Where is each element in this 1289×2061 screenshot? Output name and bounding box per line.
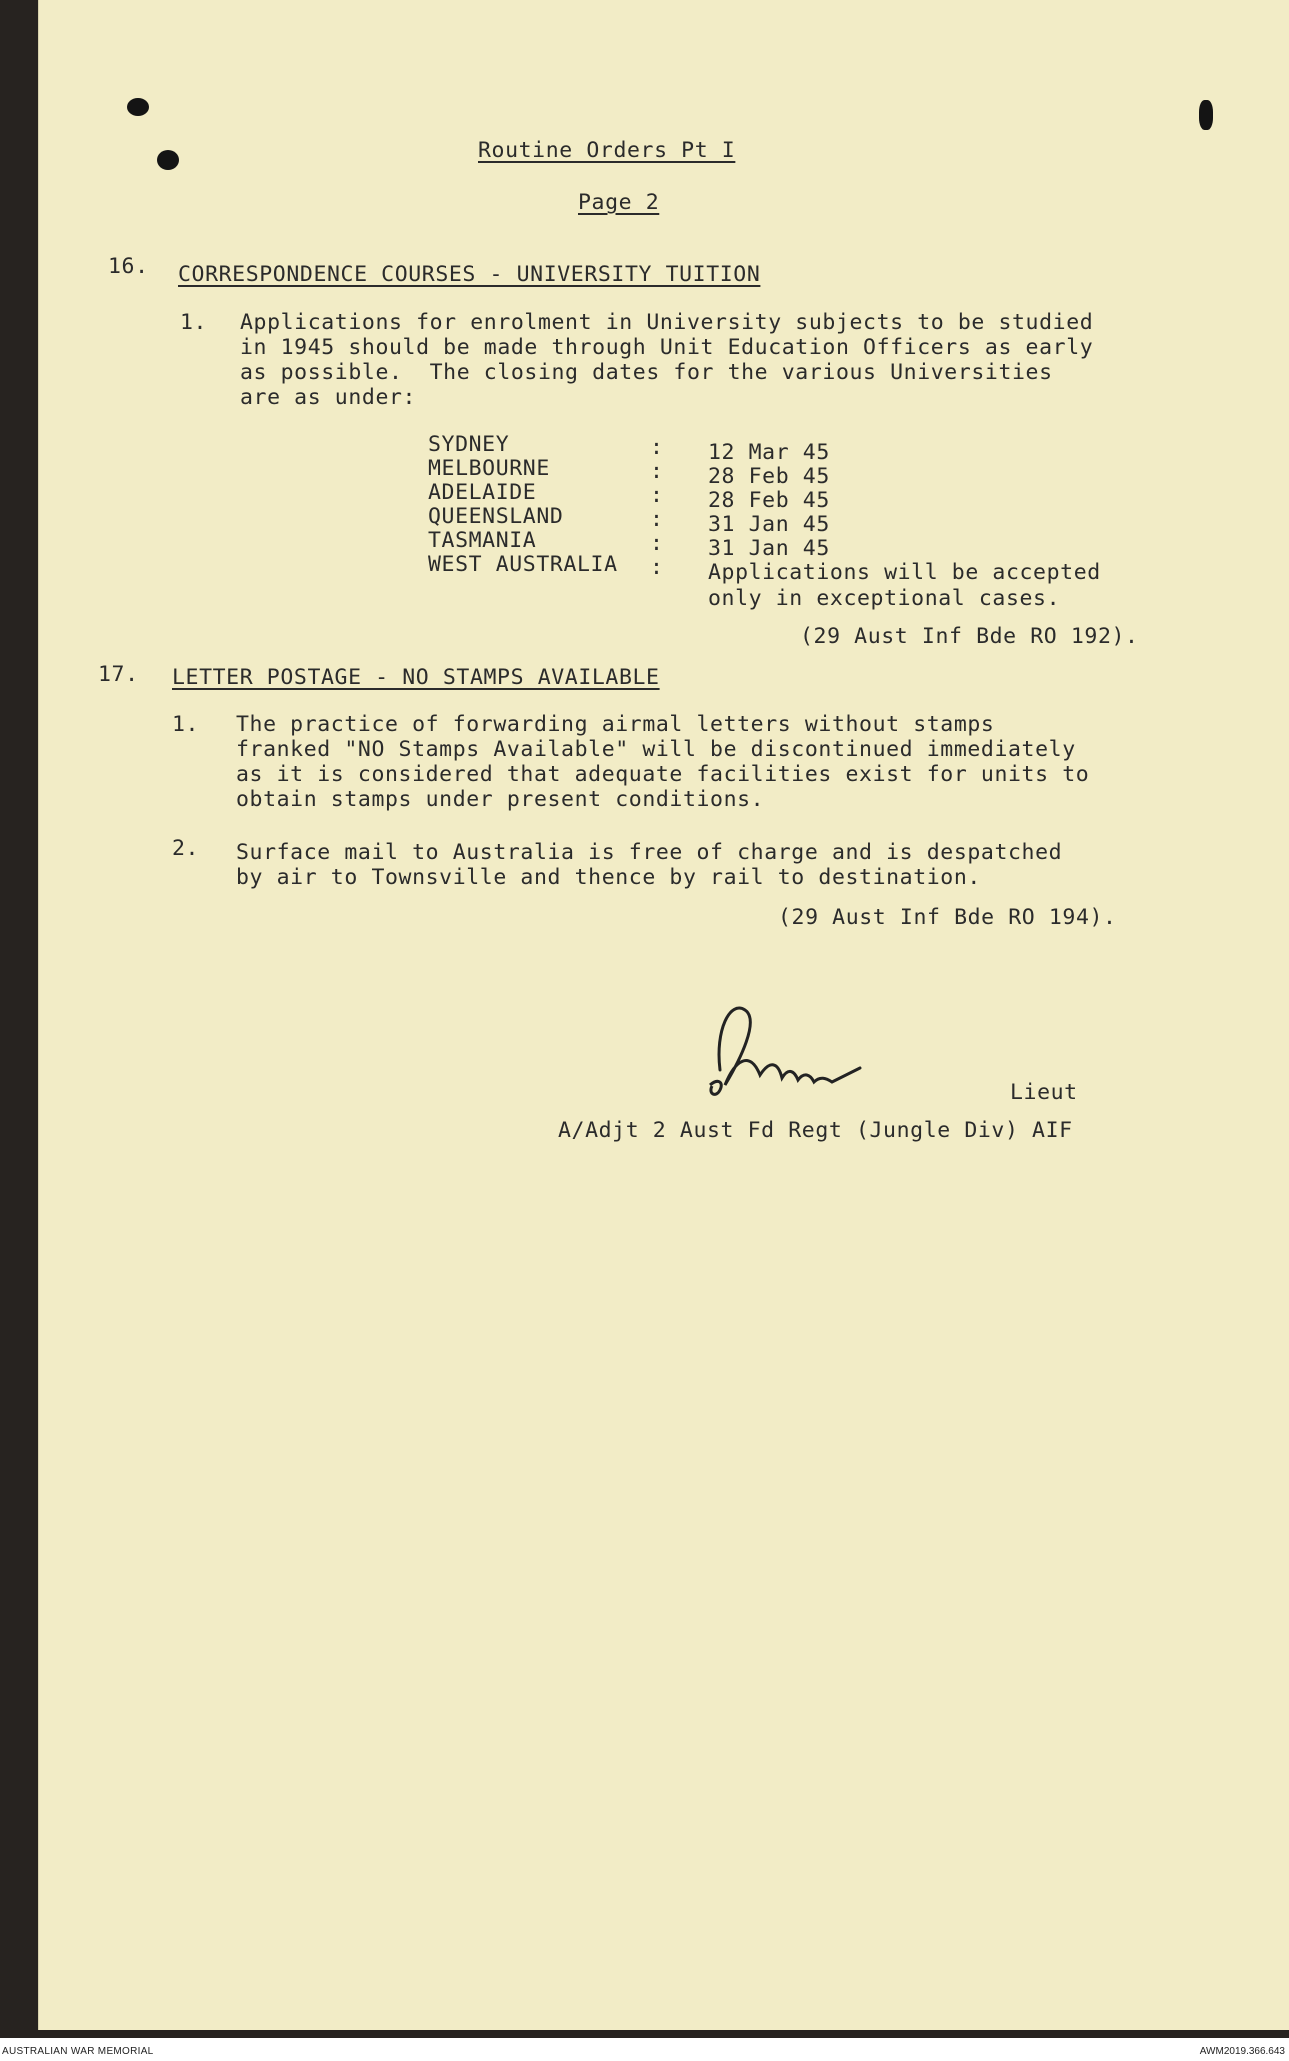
paragraph-line: Applications for enrolment in University subjects to be studied — [240, 310, 1094, 335]
document-page — [38, 0, 1289, 2030]
handwritten-signature — [690, 990, 890, 1110]
paragraph-number: 2. — [172, 836, 200, 861]
closing-date: 31 Jan 45 — [708, 512, 830, 537]
university-name: TASMANIA — [428, 528, 537, 553]
university-name: WEST AUSTRALIA — [428, 552, 618, 577]
closing-date-continuation: only in exceptional cases. — [708, 586, 1061, 611]
punch-hole-mark — [1199, 100, 1213, 130]
section-number: 17. — [98, 662, 139, 687]
section-number: 16. — [108, 254, 149, 279]
paragraph-line: obtain stamps under present conditions. — [236, 787, 765, 812]
paragraph-line: as it is considered that adequate facilities exist for units to — [236, 762, 1090, 787]
date-separator: : — [650, 507, 664, 532]
paragraph-number: 1. — [172, 712, 200, 737]
reference: (29 Aust Inf Bde RO 192). — [800, 624, 1139, 649]
section-heading: CORRESPONDENCE COURSES - UNIVERSITY TUITION — [178, 262, 761, 287]
paragraph-line: are as under: — [240, 385, 417, 410]
date-separator: : — [650, 531, 664, 556]
paragraph-line: The practice of forwarding airmal letters without stamps — [236, 712, 995, 737]
archive-footer — [0, 2040, 1289, 2061]
punch-hole-mark — [127, 98, 149, 116]
page-number: Page 2 — [578, 190, 660, 215]
paragraph-line: in 1945 should be made through Unit Education Officers as early — [240, 335, 1094, 360]
university-name: ADELAIDE — [428, 480, 537, 505]
date-separator: : — [650, 555, 664, 580]
university-name: MELBOURNE — [428, 456, 550, 481]
date-separator: : — [650, 435, 664, 460]
section-heading: LETTER POSTAGE - NO STAMPS AVAILABLE — [172, 665, 660, 690]
university-name: SYDNEY — [428, 432, 510, 457]
closing-date: 12 Mar 45 — [708, 440, 830, 465]
closing-date: 28 Feb 45 — [708, 488, 830, 513]
closing-date: 28 Feb 45 — [708, 464, 830, 489]
page-title: Routine Orders Pt I — [478, 138, 736, 163]
paragraph-number: 1. — [180, 310, 208, 335]
paragraph-line: as possible. The closing dates for the various Universities — [240, 360, 1053, 385]
signature-rank: Lieut — [1010, 1080, 1078, 1105]
date-separator: : — [650, 459, 664, 484]
date-separator: : — [650, 483, 664, 508]
university-name: QUEENSLAND — [428, 504, 564, 529]
signature-appointment: A/Adjt 2 Aust Fd Regt (Jungle Div) AIF — [558, 1118, 1073, 1143]
punch-hole-mark — [157, 150, 179, 170]
paragraph-line: franked "NO Stamps Available" will be discontinued immediately — [236, 737, 1076, 762]
footer-institution: AUSTRALIAN WAR MEMORIAL — [2, 2046, 154, 2057]
reference: (29 Aust Inf Bde RO 194). — [778, 905, 1117, 930]
footer-accession-number: AWM2019.366.643 — [1199, 2046, 1285, 2057]
paragraph-line: Surface mail to Australia is free of charge and is despatched — [236, 840, 1063, 865]
closing-date: 31 Jan 45 — [708, 536, 830, 561]
closing-date: Applications will be accepted — [708, 560, 1101, 585]
paragraph-line: by air to Townsville and thence by rail to destination. — [236, 865, 981, 890]
